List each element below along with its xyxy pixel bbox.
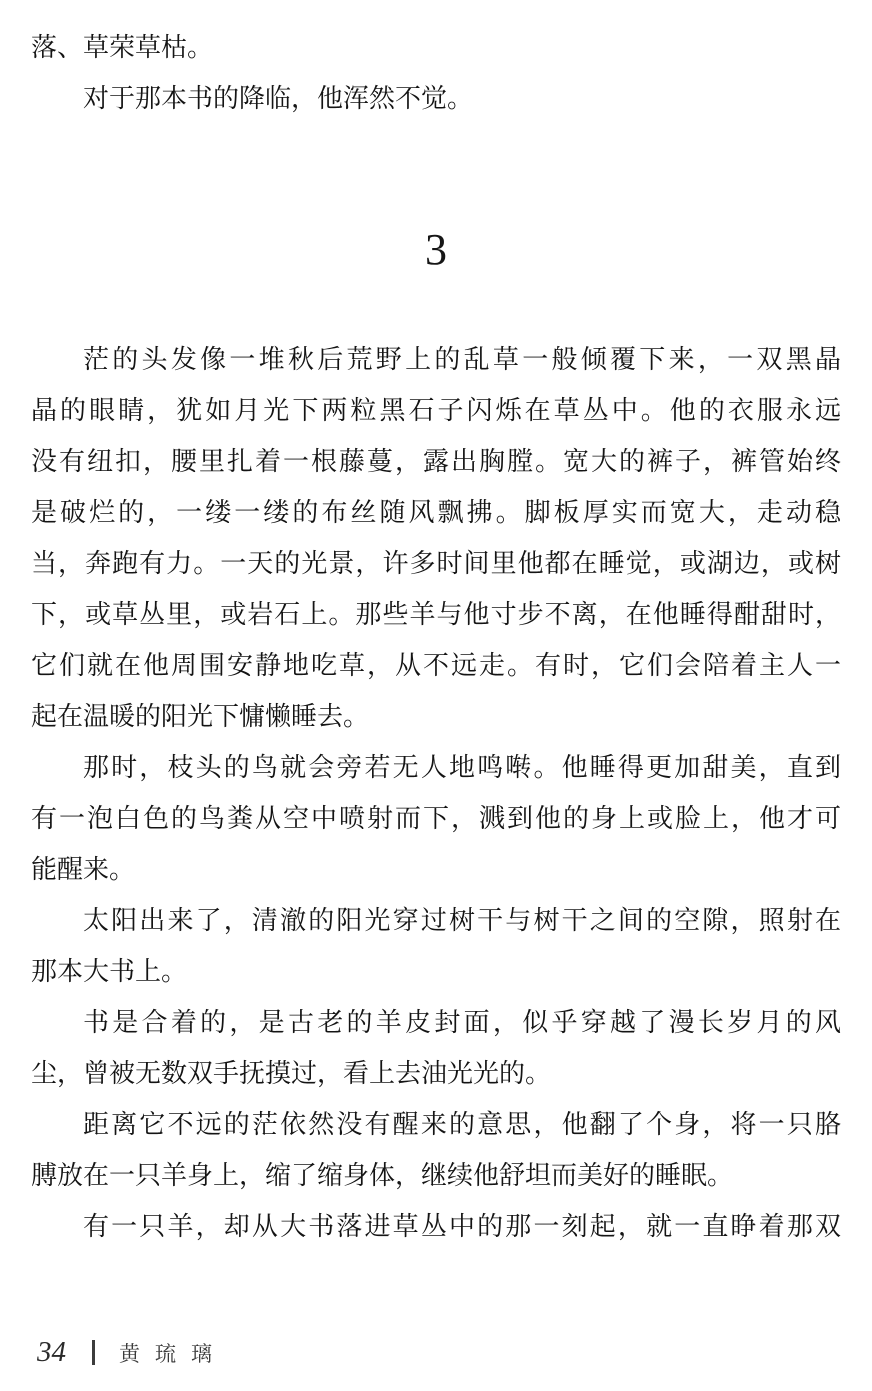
text-line: 能醒来。	[31, 855, 136, 884]
text-line: 下，或草丛里，或岩石上。那些羊与他寸步不离，在他睡得酣甜时，	[31, 600, 841, 629]
footer-divider-bar	[92, 1340, 95, 1365]
text-line: 太阳出来了，清澈的阳光穿过树干与树干之间的空隙，照射在	[83, 906, 841, 935]
text-line: 落、草荣草枯。	[31, 33, 214, 62]
text-line: 起在温暖的阳光下慵懒睡去。	[31, 702, 370, 731]
text-line: 有一泡白色的鸟粪从空中喷射而下，溅到他的身上或脸上，他才可	[31, 804, 841, 833]
book-title: 黄琉璃	[119, 1341, 227, 1366]
text-line: 它们就在他周围安静地吃草，从不远走。有时，它们会陪着主人一	[31, 651, 841, 680]
text-line: 茫的头发像一堆秋后荒野上的乱草一般倾覆下来，一双黑晶	[83, 345, 841, 374]
text-line: 尘，曾被无数双手抚摸过，看上去油光光的。	[31, 1059, 552, 1088]
text-line: 晶的眼睛，犹如月光下两粒黑石子闪烁在草丛中。他的衣服永远	[31, 396, 841, 425]
text-line: 膊放在一只羊身上，缩了缩身体，继续他舒坦而美好的睡眠。	[31, 1161, 734, 1190]
text-line: 有一只羊，却从大书落进草丛中的那一刻起，就一直睁着那双	[83, 1212, 841, 1241]
text-line: 没有纽扣，腰里扎着一根藤蔓，露出胸膛。宽大的裤子，裤管始终	[31, 447, 841, 476]
text-line: 是破烂的，一缕一缕的布丝随风飘拂。脚板厚实而宽大，走动稳	[31, 498, 841, 527]
text-line: 当，奔跑有力。一天的光景，许多时间里他都在睡觉，或湖边，或树	[31, 549, 841, 578]
page-footer	[37, 1338, 227, 1367]
chapter-heading: 3	[425, 225, 447, 274]
text-line: 书是合着的，是古老的羊皮封面，似乎穿越了漫长岁月的风	[83, 1008, 841, 1037]
text-line: 那时，枝头的鸟就会旁若无人地鸣啭。他睡得更加甜美，直到	[83, 753, 841, 782]
page-number: 34	[37, 1336, 66, 1368]
text-line: 距离它不远的茫依然没有醒来的意思，他翻了个身，将一只胳	[83, 1110, 841, 1139]
text-line: 那本大书上。	[31, 957, 188, 986]
text-line: 对于那本书的降临，他浑然不觉。	[83, 84, 474, 113]
